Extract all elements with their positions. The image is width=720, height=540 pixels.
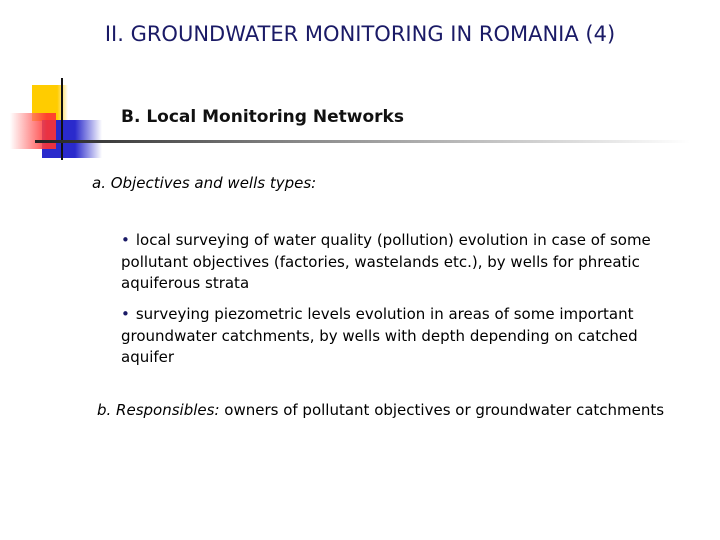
bullet-item (121, 304, 691, 369)
bullet-text: surveying piezometric levels evolution in areas of some important groundwater catchments, by wells with depth depending on catched aquifer (121, 305, 638, 366)
decor-vertical-line (61, 78, 63, 160)
slide-title: II. GROUNDWATER MONITORING IN ROMANIA (4) (104, 22, 616, 46)
bullet-text: local surveying of water quality (pollution) evolution in case of some pollutant objectives (factories, wastelands etc.), by wells for phreatic aquiferous strata (121, 231, 651, 292)
bullet-icon: • (121, 231, 130, 249)
decor-red-square (10, 113, 56, 149)
section-subtitle: B. Local Monitoring Networks (121, 107, 404, 127)
bullet-item (121, 230, 691, 295)
responsibles-line (97, 401, 664, 419)
responsibles-label: b. Responsibles: (97, 401, 220, 419)
responsibles-text: owners of pollutant objectives or groundwater catchments (219, 401, 665, 419)
objectives-heading: a. Objectives and wells types: (92, 174, 317, 192)
bullet-icon: • (121, 305, 130, 323)
decor-horizontal-line (35, 140, 690, 143)
